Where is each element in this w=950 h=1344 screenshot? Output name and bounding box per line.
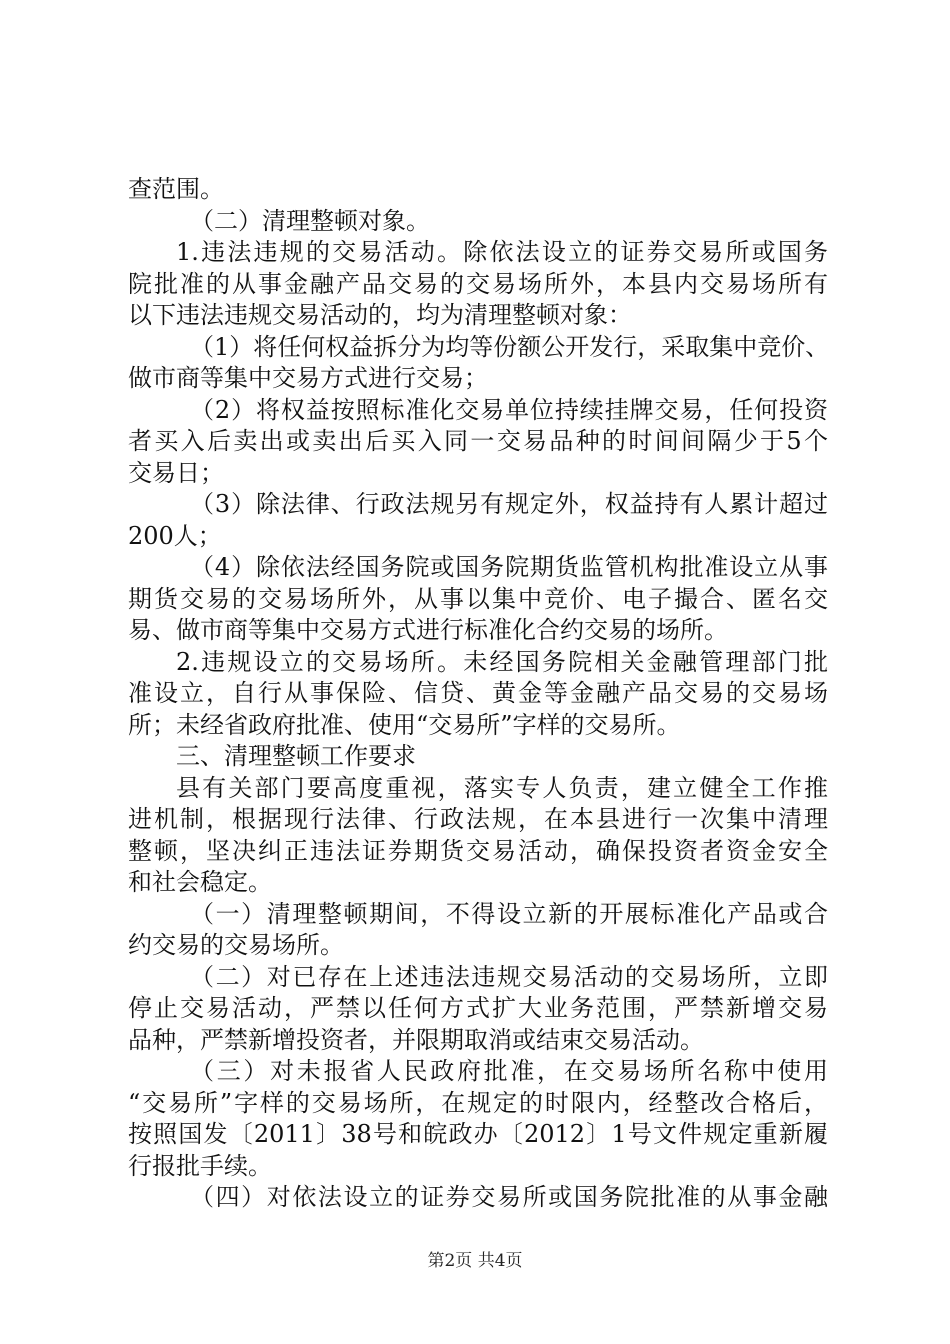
paragraph-line: 准设立，自行从事保险、信贷、黄金等金融产品交易的交易场 — [128, 679, 828, 707]
list-item-line: （2）将权益按照标准化交易单位持续挂牌交易，任何投资 — [190, 395, 828, 424]
paragraph-line: 进机制，根据现行法律、行政法规，在本县进行一次集中清理 — [128, 805, 828, 833]
paragraph-line: 按照国发〔2011〕38号和皖政办〔2012〕1号文件规定重新履 — [128, 1120, 828, 1148]
paragraph-line: 查范围。 — [128, 175, 224, 203]
paragraph-line: “交易所”字样的交易场所，在规定的时限内，经整改合格后， — [128, 1088, 828, 1117]
paragraph-line: 行报批手续。 — [128, 1151, 272, 1180]
document-body — [128, 174, 828, 1214]
paragraph-line: 品种，严禁新增投资者，并限期取消或结束交易活动。 — [128, 1025, 704, 1054]
paragraph-line: （三）对未报省人民政府批准，在交易场所名称中使用 — [190, 1057, 828, 1085]
section-heading-line: 三、清理整顿工作要求 — [176, 742, 416, 770]
paragraph-line: 县有关部门要高度重视，落实专人负责，建立健全工作推 — [176, 773, 828, 802]
paragraph-line: 1.违法违规的交易活动。除依法设立的证券交易所或国务 — [176, 238, 828, 266]
list-item-line: 者买入后卖出或卖出后买入同一交易品种的时间间隔少于5个 — [128, 427, 828, 455]
paragraph-line: 2.违规设立的交易场所。未经国务院相关金融管理部门批 — [176, 647, 828, 676]
list-item-line: （4）除依法经国务院或国务院期货监管机构批准设立从事 — [190, 553, 828, 581]
paragraph-line: 所；未经省政府批准、使用“交易所”字样的交易所。 — [128, 710, 681, 739]
paragraph-line: 院批准的从事金融产品交易的交易场所外，本县内交易场所有 — [128, 269, 828, 298]
list-item-line: 期货交易的交易场所外，从事以集中竞价、电子撮合、匿名交 — [128, 584, 828, 613]
paragraph-line: 约交易的交易场所。 — [128, 931, 344, 959]
paragraph-line: （四）对依法设立的证券交易所或国务院批准的从事金融 — [190, 1183, 828, 1211]
list-item-line: 做市商等集中交易方式进行交易； — [128, 364, 488, 392]
list-item-line: 200人； — [128, 521, 222, 550]
list-item-line: 易、做市商等集中交易方式进行标准化合约交易的场所。 — [128, 616, 728, 644]
paragraph-line: 停止交易活动，严禁以任何方式扩大业务范围，严禁新增交易 — [128, 994, 828, 1022]
paragraph-line: 和社会稳定。 — [128, 868, 272, 896]
paragraph-line: （二）对已存在上述违法违规交易活动的交易场所，立即 — [190, 962, 828, 991]
paragraph-line: 整顿，坚决纠正违法证券期货交易活动，确保投资者资金安全 — [128, 836, 828, 865]
section-heading-line: （二）清理整顿对象。 — [190, 206, 430, 235]
page-number-footer: 第2页 共4页 — [427, 1251, 523, 1271]
paragraph-line: 以下违法违规交易活动的，均为清理整顿对象： — [128, 301, 632, 329]
paragraph-line: （一）清理整顿期间，不得设立新的开展标准化产品或合 — [190, 899, 828, 928]
list-item-line: （3）除法律、行政法规另有规定外，权益持有人累计超过 — [190, 490, 828, 518]
list-item-line: 交易日； — [128, 458, 224, 487]
list-item-line: （1）将任何权益拆分为均等份额公开发行，采取集中竞价、 — [190, 332, 830, 361]
